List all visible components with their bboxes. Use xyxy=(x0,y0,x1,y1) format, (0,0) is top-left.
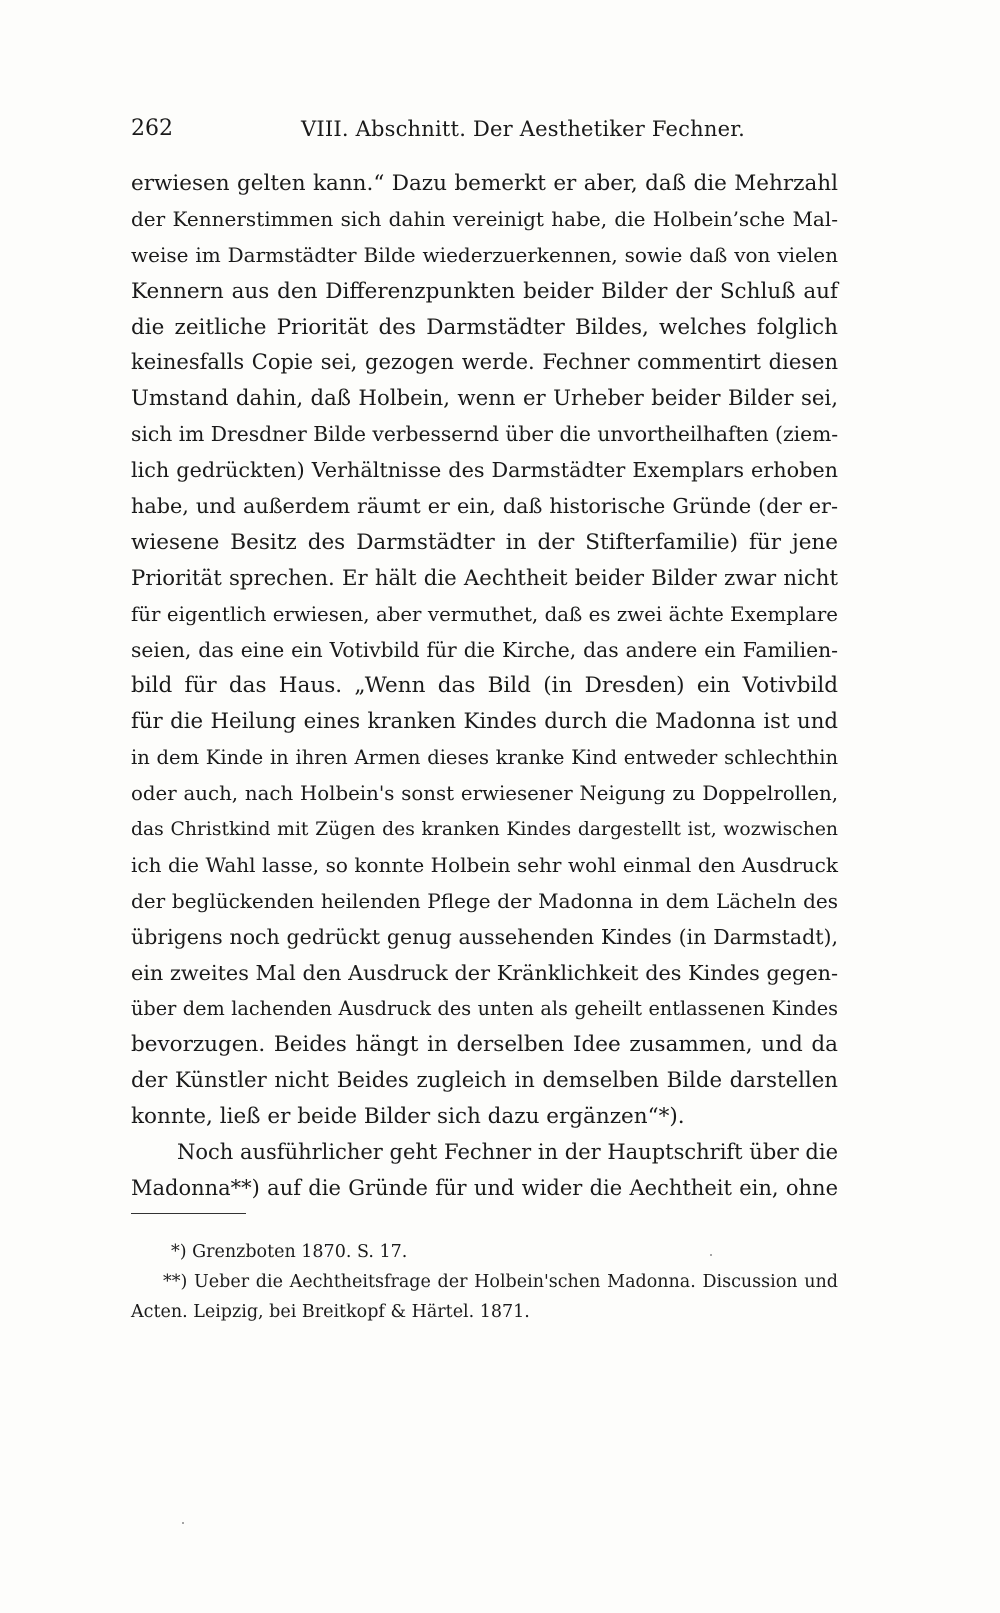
text-line: das Christkind mit Zügen des kranken Kindes dargestellt ist, wozwischen xyxy=(131,819,838,841)
text-line: konnte, ließ er beide Bilder sich dazu ergänzen“*). xyxy=(131,1104,685,1130)
page-number: 262 xyxy=(131,116,173,141)
text-line: der Künstler nicht Beides zugleich in demselben Bilde darstellen xyxy=(131,1068,838,1094)
text-line: über dem lachenden Ausdruck des unten als geheilt entlassenen Kindes xyxy=(131,997,838,1021)
text-line: keinesfalls Copie sei, gezogen werde. Fechner commentirt diesen xyxy=(131,350,838,375)
text-line: ich die Wahl lasse, so konnte Holbein sehr wohl einmal den Ausdruck xyxy=(131,852,838,877)
text-line: übrigens noch gedrückt genug aussehenden Kindes (in Darmstadt), xyxy=(131,924,838,949)
footnote-2: **) Ueber die Aechtheitsfrage der Holbein'schen Madonna. Discussion und xyxy=(163,1272,838,1292)
text-line: erwiesen gelten kann.“ Dazu bemerkt er aber, daß die Mehrzahl xyxy=(131,171,838,196)
text-line: Kennern aus den Differenzpunkten beider Bilder der Schluß auf xyxy=(131,278,838,304)
footnote-2-continued: Acten. Leipzig, bei Breitkopf & Härtel. 1871. xyxy=(131,1302,530,1322)
footnotes xyxy=(131,1237,838,1327)
footnote-rule xyxy=(131,1213,246,1214)
text-line: bild für das Haus. „Wenn das Bild (in Dresden) ein Votivbild xyxy=(131,673,838,699)
text-line: in dem Kinde in ihren Armen dieses kranke Kind entweder schlechthin xyxy=(131,746,838,770)
text-line: seien, das eine ein Votivbild für die Kirche, das andere ein Familien- xyxy=(131,637,838,662)
text-line: lich gedrückten) Verhältnisse des Darmstädter Exemplars erhoben xyxy=(131,458,838,483)
running-head: VIII. Abschnitt. Der Aesthetiker Fechner. xyxy=(301,117,746,141)
text-line: ein zweites Mal den Ausdruck der Kränklichkeit des Kindes gegen- xyxy=(131,960,838,985)
text-line: Priorität sprechen. Er hält die Aechtheit beider Bilder zwar nicht xyxy=(131,565,838,591)
text-line: wiesene Besitz des Darmstädter in der Stifterfamilie) für jene xyxy=(131,529,838,555)
text-line: der beglückenden heilenden Pflege der Madonna in dem Lächeln des xyxy=(131,888,838,913)
text-line: weise im Darmstädter Bilde wiederzuerkennen, sowie daß von vielen xyxy=(131,242,838,267)
text-line: sich im Dresdner Bilde verbessernd über die unvortheilhaften (ziem- xyxy=(131,422,839,447)
paragraph-start-line: Noch ausführlicher geht Fechner in der Hauptschrift über die xyxy=(177,1140,838,1165)
text-line: der Kennerstimmen sich dahin vereinigt habe, die Holbein’sche Mal- xyxy=(131,206,838,231)
body-text xyxy=(131,166,838,1207)
text-line: Madonna**) auf die Gründe für und wider die Aechtheit ein, ohne xyxy=(131,1175,838,1200)
text-line: für eigentlich erwiesen, aber vermuthet, daß es zwei ächte Exemplare xyxy=(131,602,838,626)
print-speck xyxy=(710,1254,712,1256)
text-line: bevorzugen. Beides hängt in derselben Idee zusammen, und da xyxy=(131,1032,838,1058)
footnote-1: *) Grenzboten 1870. S. 17. xyxy=(171,1242,408,1262)
text-line: habe, und außerdem räumt er ein, daß historische Gründe (der er- xyxy=(131,494,838,519)
text-line: die zeitliche Priorität des Darmstädter Bildes, welches folglich xyxy=(131,314,838,340)
print-speck xyxy=(182,1522,184,1524)
text-line: Umstand dahin, daß Holbein, wenn er Urheber beider Bilder sei, xyxy=(131,386,838,412)
text-line: oder auch, nach Holbein's sonst erwiesener Neigung zu Doppelrollen, xyxy=(131,782,838,806)
text-line: für die Heilung eines kranken Kindes durch die Madonna ist und xyxy=(131,709,838,735)
page-header xyxy=(131,114,838,144)
